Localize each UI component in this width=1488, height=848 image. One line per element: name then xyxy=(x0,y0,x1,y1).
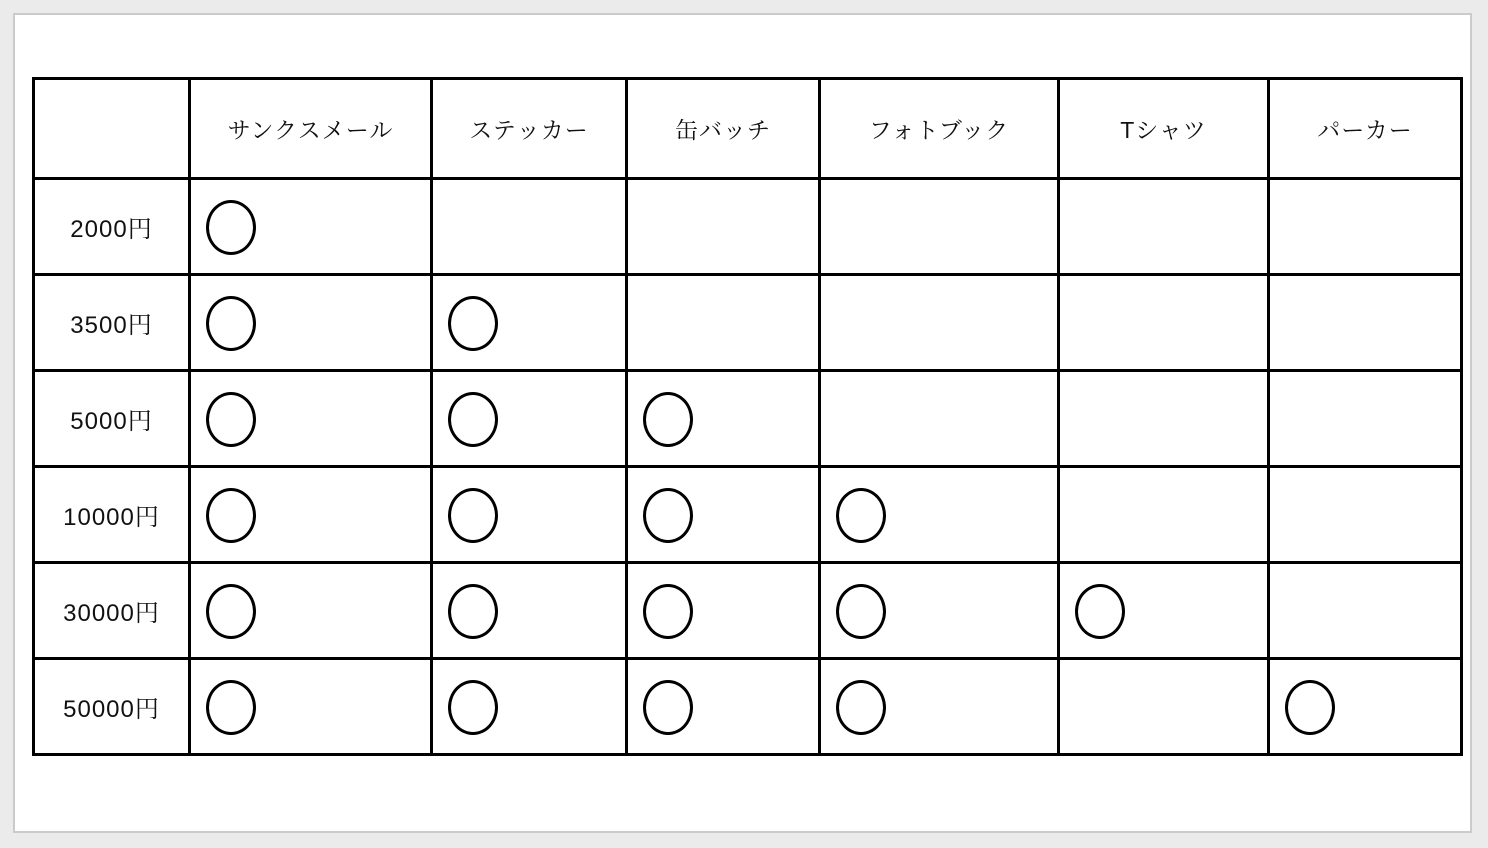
document-page xyxy=(13,13,1472,833)
empty-cell xyxy=(1059,467,1269,563)
column-header-1: ステッカー xyxy=(432,79,627,179)
row-label: 30000円 xyxy=(34,563,190,659)
circle-mark-icon xyxy=(206,200,256,255)
empty-cell xyxy=(627,179,820,275)
marked-cell xyxy=(432,275,627,371)
marked-cell xyxy=(190,563,432,659)
circle-mark-icon xyxy=(448,584,498,639)
circle-mark-icon xyxy=(836,680,886,735)
circle-mark-icon xyxy=(206,584,256,639)
reward-tier-table xyxy=(32,77,1463,756)
empty-cell xyxy=(1269,371,1462,467)
table-row xyxy=(34,371,1462,467)
marked-cell xyxy=(190,371,432,467)
table-body xyxy=(34,179,1462,755)
circle-mark-icon xyxy=(448,680,498,735)
empty-cell xyxy=(820,275,1059,371)
circle-mark-icon xyxy=(836,584,886,639)
row-label: 10000円 xyxy=(34,467,190,563)
marked-cell xyxy=(1059,563,1269,659)
empty-cell xyxy=(1059,371,1269,467)
empty-cell xyxy=(1059,275,1269,371)
marked-cell xyxy=(820,563,1059,659)
circle-mark-icon xyxy=(206,680,256,735)
column-header-0: サンクスメール xyxy=(190,79,432,179)
empty-cell xyxy=(1059,659,1269,755)
table-row xyxy=(34,467,1462,563)
column-header-4: Tシャツ xyxy=(1059,79,1269,179)
row-label: 3500円 xyxy=(34,275,190,371)
marked-cell xyxy=(627,659,820,755)
empty-cell xyxy=(1269,563,1462,659)
circle-mark-icon xyxy=(1075,584,1125,639)
circle-mark-icon xyxy=(448,488,498,543)
marked-cell xyxy=(190,275,432,371)
circle-mark-icon xyxy=(836,488,886,543)
circle-mark-icon xyxy=(206,296,256,351)
circle-mark-icon xyxy=(643,392,693,447)
circle-mark-icon xyxy=(643,680,693,735)
marked-cell xyxy=(190,467,432,563)
circle-mark-icon xyxy=(448,296,498,351)
table-row xyxy=(34,275,1462,371)
column-header-5: パーカー xyxy=(1269,79,1462,179)
marked-cell xyxy=(190,659,432,755)
circle-mark-icon xyxy=(1285,680,1335,735)
marked-cell xyxy=(627,563,820,659)
empty-cell xyxy=(432,179,627,275)
empty-cell xyxy=(1269,179,1462,275)
header-row xyxy=(34,79,1462,179)
row-label: 2000円 xyxy=(34,179,190,275)
row-label: 5000円 xyxy=(34,371,190,467)
empty-cell xyxy=(1269,275,1462,371)
table-row xyxy=(34,179,1462,275)
circle-mark-icon xyxy=(448,392,498,447)
marked-cell xyxy=(820,467,1059,563)
empty-cell xyxy=(820,371,1059,467)
column-header-3: フォトブック xyxy=(820,79,1059,179)
corner-header-cell xyxy=(34,79,190,179)
empty-cell xyxy=(820,179,1059,275)
marked-cell xyxy=(1269,659,1462,755)
circle-mark-icon xyxy=(643,488,693,543)
circle-mark-icon xyxy=(643,584,693,639)
empty-cell xyxy=(1059,179,1269,275)
marked-cell xyxy=(432,563,627,659)
marked-cell xyxy=(432,467,627,563)
marked-cell xyxy=(432,659,627,755)
empty-cell xyxy=(627,275,820,371)
column-header-2: 缶バッチ xyxy=(627,79,820,179)
marked-cell xyxy=(820,659,1059,755)
circle-mark-icon xyxy=(206,392,256,447)
empty-cell xyxy=(1269,467,1462,563)
table-row xyxy=(34,563,1462,659)
table-row xyxy=(34,659,1462,755)
marked-cell xyxy=(627,371,820,467)
marked-cell xyxy=(432,371,627,467)
circle-mark-icon xyxy=(206,488,256,543)
marked-cell xyxy=(627,467,820,563)
row-label: 50000円 xyxy=(34,659,190,755)
marked-cell xyxy=(190,179,432,275)
